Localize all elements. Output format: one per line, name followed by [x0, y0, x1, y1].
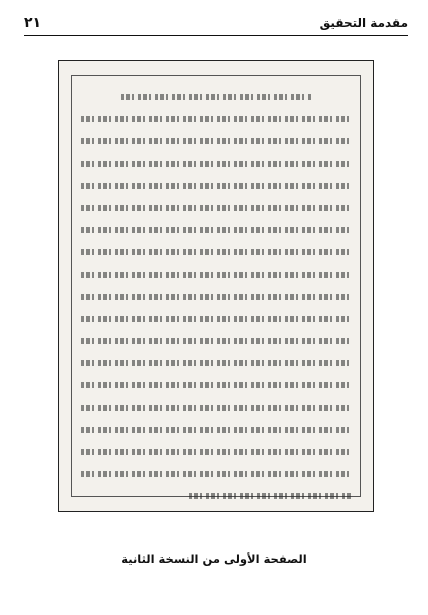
manuscript-line: [81, 486, 351, 504]
manuscript-line: [81, 309, 351, 327]
figure-caption: الصفحة الأولى من النسخة الثانية: [121, 552, 307, 566]
running-title: مقدمة التحقيق: [319, 16, 408, 30]
manuscript-line: [81, 131, 351, 149]
page-number: ٢١: [24, 15, 42, 31]
manuscript-line: [81, 109, 351, 127]
manuscript-line: [81, 353, 351, 371]
manuscript-line: [81, 442, 351, 460]
manuscript-line: [81, 287, 351, 305]
manuscript-line: [81, 242, 351, 260]
manuscript-line: [81, 375, 351, 393]
manuscript-line: [81, 265, 351, 283]
manuscript-image: [58, 60, 374, 512]
page-header: [24, 12, 408, 34]
manuscript-line: [81, 87, 351, 105]
manuscript-line: [81, 176, 351, 194]
manuscript-line: [81, 464, 351, 482]
header-rule: [24, 35, 408, 36]
manuscript-line: [81, 420, 351, 438]
manuscript-line: [81, 154, 351, 172]
manuscript-line: [81, 198, 351, 216]
manuscript-line: [81, 331, 351, 349]
manuscript-line: [81, 220, 351, 238]
manuscript-line: [81, 398, 351, 416]
manuscript-text-block: [81, 87, 351, 509]
